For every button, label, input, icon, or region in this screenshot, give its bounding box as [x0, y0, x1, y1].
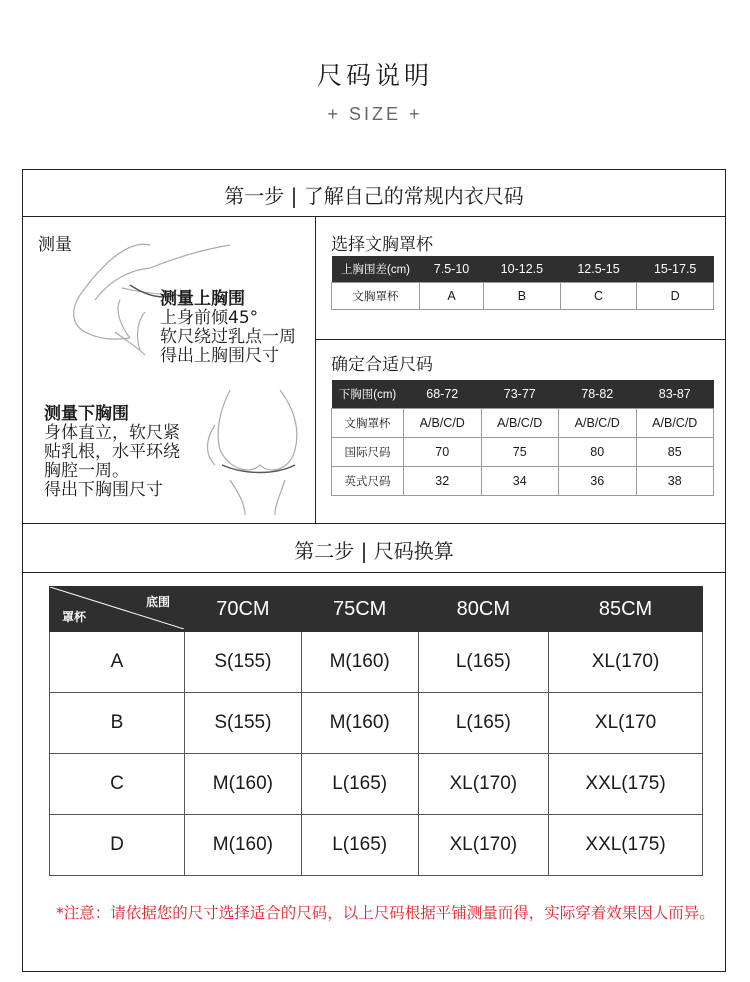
- size-cell: 34: [481, 467, 559, 496]
- size-cell: 80: [559, 438, 637, 467]
- under-bust-heading: 测量下胸围: [44, 404, 129, 424]
- cup-row-label: 文胸罩杯: [332, 283, 420, 310]
- cup-range: 15-17.5: [637, 256, 714, 283]
- under-bust-line: 身体直立，软尺紧: [44, 423, 180, 443]
- size-range: 73-77: [481, 380, 559, 409]
- band-header: 75CM: [301, 587, 418, 632]
- band-header: 70CM: [185, 587, 302, 632]
- size-value: L(165): [301, 754, 418, 815]
- size-cell: 75: [481, 438, 559, 467]
- size-cell: 70: [404, 438, 482, 467]
- size-value: XXL(175): [549, 754, 703, 815]
- size-value: L(165): [301, 815, 418, 876]
- divider: [315, 339, 726, 340]
- divider: [22, 572, 726, 573]
- cup-label: A: [50, 632, 185, 693]
- cup-table: [331, 256, 714, 310]
- upper-bust-heading: 测量上胸围: [160, 289, 245, 309]
- size-value: XXL(175): [549, 815, 703, 876]
- size-row-label: 文胸罩杯: [332, 409, 404, 438]
- size-cell: A/B/C/D: [404, 409, 482, 438]
- size-value: L(165): [418, 632, 549, 693]
- upper-bust-line: 软尺绕过乳点一周: [160, 327, 296, 347]
- size-cell: A/B/C/D: [559, 409, 637, 438]
- corner-bottom-label: 罩杯: [62, 610, 87, 624]
- under-bust-line: 贴乳根，水平环绕: [44, 442, 180, 462]
- divider: [22, 216, 726, 217]
- size-range: 78-82: [559, 380, 637, 409]
- step1-title: 第一步 | 了解自己的常规内衣尺码: [224, 184, 524, 208]
- cup-label: C: [50, 754, 185, 815]
- size-conversion-table: [49, 586, 703, 876]
- size-value: XL(170: [549, 693, 703, 754]
- cup-table-header-label: 上胸围差(cm): [332, 256, 420, 283]
- size-value: XL(170): [418, 754, 549, 815]
- size-section-title: 确定合适尺码: [331, 355, 433, 375]
- under-bust-line: 胸腔一周。: [44, 461, 129, 481]
- size-value: M(160): [301, 693, 418, 754]
- under-bust-illustration: [200, 380, 310, 520]
- divider: [22, 523, 726, 524]
- measure-label: 测量: [38, 235, 72, 255]
- size-value: L(165): [418, 693, 549, 754]
- upper-bust-line: 得出上胸围尺寸: [160, 346, 279, 366]
- size-cell: 85: [636, 438, 714, 467]
- size-cell: 32: [404, 467, 482, 496]
- under-bust-line: 得出下胸围尺寸: [44, 480, 163, 500]
- size-cell: 36: [559, 467, 637, 496]
- size-cell: A/B/C/D: [636, 409, 714, 438]
- size-range: 83-87: [636, 380, 714, 409]
- size-row-label: 英式尺码: [332, 467, 404, 496]
- corner-cell: [50, 587, 185, 632]
- cup-label: D: [50, 815, 185, 876]
- cup-value: D: [637, 283, 714, 310]
- size-value: M(160): [185, 815, 302, 876]
- cup-section-title: 选择文胸罩杯: [331, 235, 433, 255]
- corner-top-label: 底围: [145, 595, 170, 609]
- under-bust-text: [44, 405, 180, 500]
- size-row-label: 国际尺码: [332, 438, 404, 467]
- cup-value: B: [484, 283, 561, 310]
- cup-value: A: [420, 283, 484, 310]
- note-text: *注意：请依据您的尺寸选择适合的尺码，以上尺码根据平铺测量而得，实际穿着效果因人而异。: [56, 904, 715, 922]
- size-value: XL(170): [549, 632, 703, 693]
- size-cell: 38: [636, 467, 714, 496]
- upper-bust-text: [160, 290, 296, 366]
- cup-range: 10-12.5: [484, 256, 561, 283]
- size-value: M(160): [185, 754, 302, 815]
- page-title: 尺码说明: [316, 61, 433, 90]
- band-header: 80CM: [418, 587, 549, 632]
- cup-label: B: [50, 693, 185, 754]
- size-value: M(160): [301, 632, 418, 693]
- size-value: XL(170): [418, 815, 549, 876]
- size-value: S(155): [185, 693, 302, 754]
- size-table-header-label: 下胸围(cm): [332, 380, 404, 409]
- cup-range: 7.5-10: [420, 256, 484, 283]
- band-header: 85CM: [549, 587, 703, 632]
- size-range: 68-72: [404, 380, 482, 409]
- upper-bust-line: 上身前倾45°: [160, 308, 259, 328]
- cup-range: 12.5-15: [560, 256, 637, 283]
- cup-value: C: [560, 283, 637, 310]
- size-value: S(155): [185, 632, 302, 693]
- step2-title: 第二步 | 尺码换算: [294, 539, 454, 563]
- size-table: [331, 380, 714, 496]
- size-cell: A/B/C/D: [481, 409, 559, 438]
- page-subtitle: + SIZE +: [327, 104, 423, 124]
